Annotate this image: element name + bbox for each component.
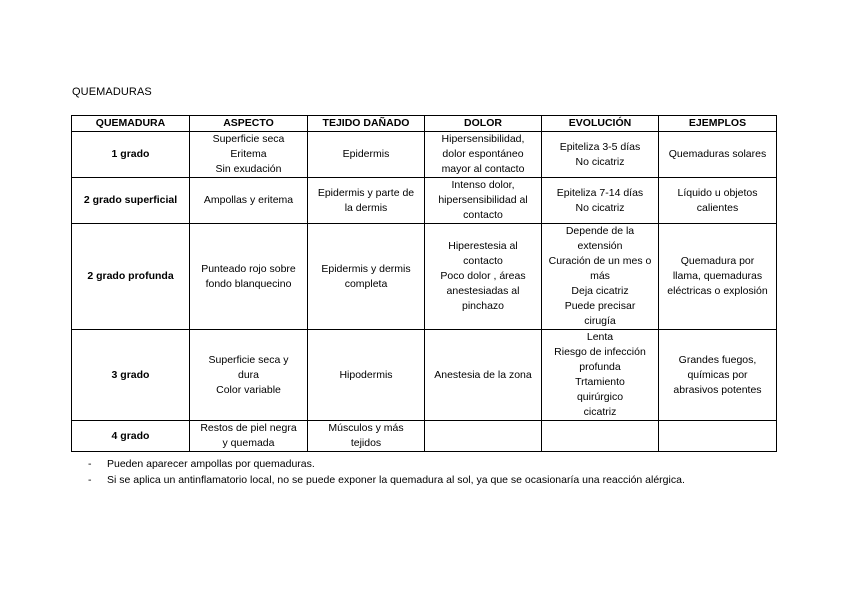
cell-line: Hiperestesia al [448, 240, 518, 252]
list-item [88, 456, 685, 472]
cell-line: calientes [696, 201, 739, 214]
cell-line: la dermis [344, 201, 388, 214]
table-row [72, 421, 777, 452]
cell-line: cirugía [584, 315, 616, 327]
cell-line: anestesiadas al [446, 285, 520, 297]
cell-pain [425, 421, 542, 452]
list-item [88, 472, 685, 488]
cell-examples [659, 224, 777, 330]
cell-pain [425, 178, 542, 224]
cell-line: Intenso dolor, [451, 179, 515, 191]
cell-line: Depende de la [565, 225, 635, 237]
cell-line: No cicatriz [575, 155, 625, 168]
cell-line: dolor espontáneo [442, 148, 524, 160]
cell-line: quirúrgico [576, 391, 624, 403]
cell-aspect [190, 224, 308, 330]
cell-line: Puede precisar [564, 300, 636, 312]
cell-pain [425, 224, 542, 330]
cell-evolution [542, 132, 659, 178]
cell-line: Sin exudación [215, 163, 282, 175]
bullet-dash: - [88, 458, 92, 470]
cell-aspect [190, 330, 308, 421]
cell-tissue [308, 224, 425, 330]
cell-line: Superficie seca y [208, 353, 289, 366]
cell-line: químicas por [687, 368, 748, 381]
cell-examples [659, 421, 777, 452]
cell-line: Poco dolor , áreas [440, 270, 526, 282]
cell-line: Quemadura por [680, 255, 755, 267]
cell-line: Epidermis [342, 148, 390, 160]
cell-line: Epidermis y parte de [317, 186, 415, 199]
cell-line: extensión [577, 240, 623, 252]
cell-tissue [308, 421, 425, 452]
cell-evolution [542, 421, 659, 452]
bullet-dash: - [88, 474, 92, 486]
cell-line: Líquido u objetos [677, 186, 758, 199]
cell-line: Epiteliza 7-14 días [556, 186, 644, 199]
header-dolor: DOLOR [425, 116, 542, 132]
cell-grade: 3 grado [72, 330, 190, 421]
cell-evolution [542, 178, 659, 224]
cell-line: Curación de un mes o [548, 255, 652, 267]
notes-list [88, 456, 685, 488]
header-quemadura: QUEMADURA [72, 116, 190, 132]
document-title: QUEMADURAS [72, 86, 152, 98]
cell-evolution [542, 330, 659, 421]
table-row [72, 132, 777, 178]
cell-line: mayor al contacto [441, 163, 525, 175]
cell-line: Epiteliza 3-5 días [559, 140, 641, 153]
cell-evolution [542, 224, 659, 330]
table-row [72, 330, 777, 421]
table-header-row [72, 116, 777, 132]
cell-grade: 2 grado superficial [72, 178, 190, 224]
cell-line: abrasivos potentes [673, 383, 762, 396]
table-row [72, 224, 777, 330]
cell-line: dura [237, 368, 259, 381]
cell-line: Hipodermis [339, 368, 393, 381]
cell-line: y quemada [222, 437, 275, 449]
cell-line: contacto [463, 255, 503, 267]
cell-tissue [308, 178, 425, 224]
cell-line: Riesgo de infección [554, 346, 646, 358]
cell-line: Grandes fuegos, [678, 353, 757, 366]
cell-line: Punteado rojo sobre [201, 262, 296, 275]
header-ejemplos: EJEMPLOS [659, 116, 777, 132]
cell-line: pinchazo [461, 300, 505, 312]
cell-line: No cicatriz [575, 201, 625, 214]
cell-examples [659, 132, 777, 178]
cell-line: profunda [579, 361, 621, 373]
cell-examples [659, 178, 777, 224]
cell-line: Eritema [230, 148, 267, 160]
cell-line: Lenta [586, 331, 614, 343]
cell-line: Deja cicatriz [571, 285, 629, 297]
cell-line: hipersensibilidad al [438, 194, 528, 206]
cell-line: cicatriz [583, 406, 617, 418]
cell-line: contacto [463, 209, 503, 221]
note-text: Si se aplica un antinflamatorio local, no se puede exponer la quemadura al sol, ya que se ocasionaría una reacción alérgica. [107, 474, 685, 486]
header-evolucion: EVOLUCIÓN [542, 116, 659, 132]
cell-grade: 1 grado [72, 132, 190, 178]
cell-line: Color variable [216, 383, 281, 396]
cell-line: Anestesia de la zona [434, 368, 532, 381]
note-text: Pueden aparecer ampollas por quemaduras. [107, 458, 315, 470]
cell-line: llama, quemaduras [672, 270, 763, 282]
burns-table [71, 115, 777, 452]
cell-line: más [590, 270, 610, 282]
cell-pain [425, 132, 542, 178]
cell-aspect [190, 178, 308, 224]
cell-line: Quemaduras solares [668, 148, 767, 160]
cell-examples [659, 330, 777, 421]
cell-tissue [308, 132, 425, 178]
cell-tissue [308, 330, 425, 421]
cell-pain [425, 330, 542, 421]
cell-line: Superficie seca [212, 133, 285, 145]
cell-line: Trtamiento [575, 376, 625, 388]
header-tejido: TEJIDO DAÑADO [308, 116, 425, 132]
cell-line: Ampollas y eritema [203, 194, 294, 206]
cell-line: tejidos [350, 437, 382, 449]
cell-line: Epidermis y dermis [321, 262, 411, 275]
cell-line: eléctricas o explosión [667, 285, 768, 297]
cell-aspect [190, 421, 308, 452]
cell-line: completa [344, 277, 388, 290]
header-aspecto: ASPECTO [190, 116, 308, 132]
cell-grade: 2 grado profunda [72, 224, 190, 330]
cell-line: Músculos y más [328, 422, 404, 434]
cell-line: Restos de piel negra [200, 422, 297, 434]
cell-line: fondo blanquecino [205, 277, 292, 290]
cell-grade: 4 grado [72, 421, 190, 452]
cell-line: Hipersensibilidad, [441, 133, 525, 145]
table-row [72, 178, 777, 224]
cell-aspect [190, 132, 308, 178]
